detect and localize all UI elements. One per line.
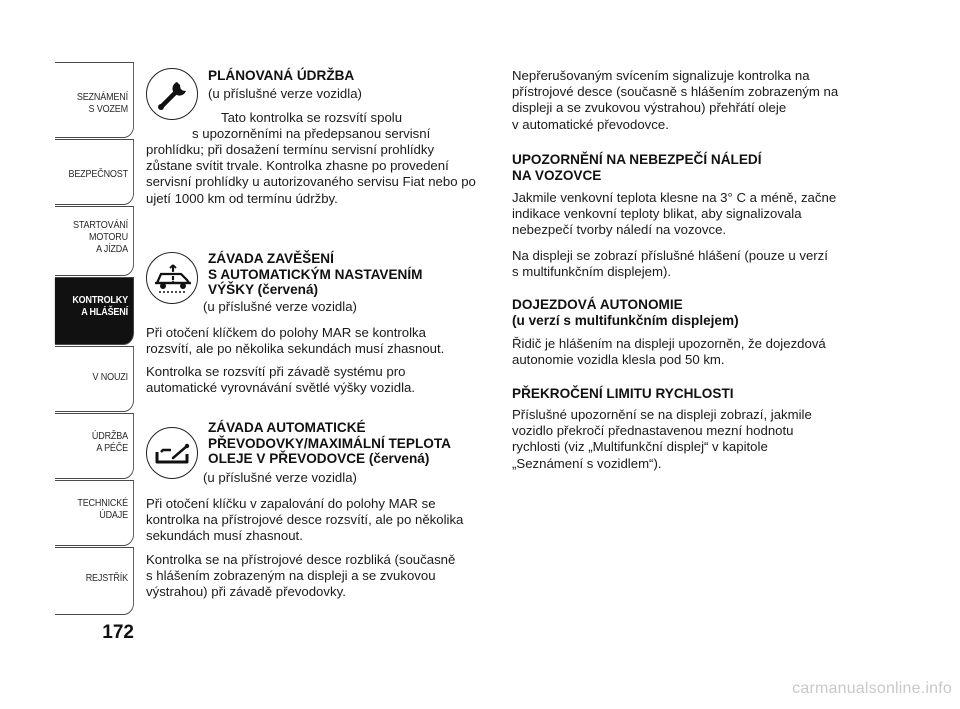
tab-rejstrik[interactable]: REJSTŘÍK — [55, 547, 134, 615]
tab-kontrolky-a-hlaseni[interactable]: KONTROLKY A HLÁŠENÍ — [55, 277, 134, 345]
section-subtitle: (u příslušné verze vozidla) — [203, 299, 357, 314]
watermark: carmanualsonline.info — [792, 680, 952, 697]
paragraph: Kontrolka se rozsvítí při závadě systému pro automatické vyrovnávání světlé výšky vozidla. — [146, 364, 415, 396]
paragraph-line: Tato kontrolka se rozsvítí spolu — [221, 110, 403, 125]
section-title-speed-limit: PŘEKROČENÍ LIMITU RYCHLOSTI — [512, 386, 734, 401]
tab-technicke-udaje[interactable]: TECHNICKÉ ÚDAJE — [55, 480, 134, 546]
tab-seznameni-s-vozem[interactable]: SEZNÁMENÍ S VOZEM — [55, 62, 134, 138]
paragraph: Kontrolka se na přístrojové desce rozbliká (současně s hlášením zobrazeným na displeji a se zvukovou výstrahou) při závadě převodovky. — [146, 552, 456, 600]
suspension-fault-icon — [146, 252, 198, 304]
section-subtitle: (u příslušné verze vozidla) — [203, 470, 357, 485]
tab-startovani-motoru[interactable]: STARTOVÁNÍ MOTORU A JÍZDA — [55, 206, 134, 276]
section-title-planned-maintenance: PLÁNOVANÁ ÚDRŽBA — [208, 68, 355, 83]
paragraph: Na displeji se zobrazí příslušné hlášení (pouze u verzí s multifunkčním displejem). — [512, 248, 828, 280]
paragraph: prohlídku; při dosažení termínu servisní prohlídky zůstane svítit trvale. Kontrolka zhasne po provedení servisní prohlídky u autorizovaného servisu Fiat nebo po ujetí 1000 km od termínu údržby. — [146, 142, 476, 206]
section-subtitle: (u příslušné verze vozidla) — [208, 86, 362, 101]
wrench-icon — [146, 68, 198, 120]
section-title-ice-warning: UPOZORNĚNÍ NA NEBEZPEČÍ NÁLEDÍ NA VOZOVCE — [512, 152, 762, 183]
paragraph: Při otočení klíčku v zapalování do polohy MAR se kontrolka na přístrojové desce rozsvítí, ale po několika sekundách musí zhasnout. — [146, 496, 464, 544]
transmission-oil-temperature-icon — [146, 427, 198, 479]
paragraph: Při otočení klíčkem do polohy MAR se kontrolka rozsvítí, ale po několika sekundách musí zhasnout. — [146, 325, 445, 357]
paragraph: Řidič je hlášením na displeji upozorněn, že dojezdová autonomie vozidla klesla pod 50 km. — [512, 336, 826, 368]
tab-udrzba-a-pece[interactable]: ÚDRŽBA A PÉČE — [55, 413, 134, 479]
page-number: 172 — [102, 622, 134, 643]
paragraph-line: s upozorněními na předepsanou servisní — [192, 126, 431, 141]
paragraph: Příslušné upozornění se na displeji zobrazí, jakmile vozidlo překročí přednastavenou mezní hodnotu rychlosti (viz „Multifunkční displej“ v kapitole „Seznámení s vozidlem“). — [512, 407, 812, 471]
tab-v-nouzi[interactable]: V NOUZI — [55, 346, 134, 412]
section-title-suspension-fault: ZÁVADA ZAVĚŠENÍ S AUTOMATICKÝM NASTAVENÍM VÝŠKY (červená) — [208, 251, 423, 297]
section-title-transmission-fault: ZÁVADA AUTOMATICKÉ PŘEVODOVKY/MAXIMÁLNÍ TEPLOTA OLEJE V PŘEVODOVCE (červená) — [208, 420, 451, 466]
tab-bezpecnost[interactable]: BEZPEČNOST — [55, 139, 134, 205]
section-title-range: DOJEZDOVÁ AUTONOMIE (u verzí s multifunkčním displejem) — [512, 297, 739, 328]
paragraph: Nepřerušovaným svícením signalizuje kontrolka na přístrojové desce (současně s hlášením zobrazeným na displeji a se zvukovou výstrahou) přehřátí oleje v automatické převodovce. — [512, 68, 839, 132]
paragraph: Jakmile venkovní teplota klesne na 3° C a méně, začne indikace venkovní teploty blikat, aby signalizovala nebezpečí tvorby náledí na vozovce. — [512, 190, 837, 238]
